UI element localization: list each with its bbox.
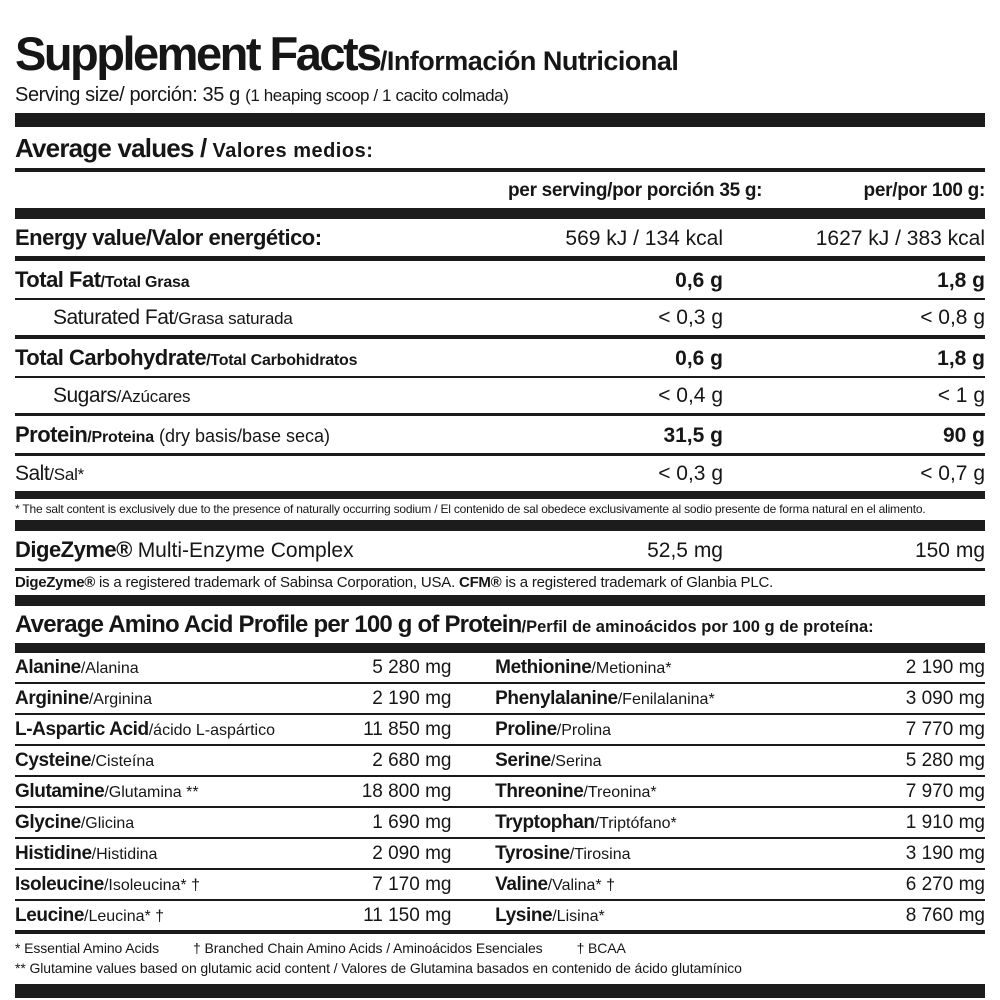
divider-bar [15,643,985,653]
protein-per-serving: 31,5 g [663,424,723,447]
nutrient-row-sugars: Sugars/Azúcares < 0,4 g < 1 g [15,378,985,416]
saturated-fat-per-serving: < 0,3 g [658,306,723,329]
footnote-line-2: ** Glutamine values based on glutamic acid content / Valores de Glutamina basados en contenido de ácido glutamínico [15,960,742,976]
digezyme-row: DigeZyme® Multi-Enzyme Complex 52,5 mg 150 mg [15,531,985,571]
average-values-heading [15,127,985,168]
nutrient-row-salt: Salt/Sal* < 0,3 g < 0,7 g [15,462,985,485]
divider-bar [15,208,985,219]
amino-footnotes [15,934,985,984]
carbohydrate-per-100g: 1,8 g [937,347,985,370]
salt-footnote: * The salt content is exclusively due to the presence of naturally occurring sodium / El contenido de sal obedece exclusivamente al sodio presente de forma natural en el alimento. [15,502,926,516]
amino-row: Arginine/Arginina 2 190 mg Phenylalanine/Fenilalanina* 3 090 mg [15,684,985,715]
divider-bar [15,113,985,127]
energy-per-serving: 569 kJ / 134 kcal [565,227,723,250]
amino-profile-heading [15,606,985,643]
amino-row: Alanine/Alanina 5 280 mg Methionine/Metionina* 2 190 mg [15,653,985,684]
sugars-per-serving: < 0,4 g [658,384,723,407]
amino-heading-es: /Perfil de aminoácidos por 100 g de proteína: [521,618,874,636]
serving-size-text: Serving size/ porción: 35 g [15,84,240,106]
col-header-per-100g: per/por 100 g: [863,180,985,201]
nutrient-row-total-fat: Total Fat/Total Grasa 0,6 g 1,8 g [15,261,985,300]
label-title [15,26,985,81]
saturated-fat-per-100g: < 0,8 g [920,306,985,329]
digezyme-per-100g: 150 mg [914,539,985,562]
amino-acid-table [15,653,985,934]
energy-per-100g: 1627 kJ / 383 kcal [815,227,985,250]
total-fat-per-100g: 1,8 g [937,269,985,292]
amino-row: Glutamine/Glutamina ** 18 800 mg Threonine/Treonina* 7 970 mg [15,777,985,808]
divider-bar [15,595,985,606]
protein-per-100g: 90 g [942,424,985,447]
amino-row: Histidine/Histidina 2 090 mg Tyrosine/Tirosina 3 190 mg [15,839,985,870]
title-spanish: /Información Nutricional [379,46,679,76]
divider-bar [15,520,985,531]
nutrient-row-total-carbohydrate: Total Carbohydrate/Total Carbohidratos 0,6 g 1,8 g [15,339,985,378]
footnote-line-1: * Essential Amino Acids † Branched Chain Amino Acids / Aminoácidos Esenciales † BCAA [15,940,626,956]
nutrient-row-energy: Energy value/Valor energético: 569 kJ / 134 kcal 1627 kJ / 383 kcal [15,219,985,261]
divider-bar [15,491,985,499]
amino-row: Isoleucine/Isoleucina* † 7 170 mg Valine/Valina* † 6 270 mg [15,870,985,901]
title-english: Supplement Facts [15,27,380,80]
nutrient-row-protein: Protein/Proteina (dry basis/base seca) 31,5 g 90 g [15,416,985,456]
amino-row: Glycine/Glicina 1 690 mg Tryptophan/Triptófano* 1 910 mg [15,808,985,839]
amino-row: Leucine/Leucina* † 11 150 mg Lysine/Lisina* 8 760 mg [15,901,985,934]
column-headers [15,172,985,208]
col-header-per-serving: per serving/por porción 35 g: [508,180,763,201]
average-values-es: Valores medios: [212,140,374,162]
serving-size [15,84,985,107]
amino-row: Cysteine/Cisteína 2 680 mg Serine/Serina 5 280 mg [15,746,985,777]
trademark-note: DigeZyme® is a registered trademark of Sabinsa Corporation, USA. CFM® is a registered trademark of Glanbia PLC. [15,574,774,591]
amino-heading-en: Average Amino Acid Profile per 100 g of Protein [15,611,522,638]
salt-per-serving: < 0,3 g [658,462,723,485]
nutrient-row-saturated-fat: Saturated Fat/Grasa saturada < 0,3 g < 0,8 g [15,300,985,339]
divider-bar [15,984,985,998]
salt-per-100g: < 0,7 g [920,462,985,485]
sugars-per-100g: < 1 g [937,384,985,407]
digezyme-per-serving: 52,5 mg [647,539,723,562]
nutrition-table [15,219,985,491]
amino-row: L-Aspartic Acid/ácido L-aspártico 11 850 mg Proline/Prolina 7 770 mg [15,715,985,746]
serving-size-note: (1 heaping scoop / 1 cacito colmada) [245,86,509,105]
supplement-facts-label [15,26,985,998]
total-fat-per-serving: 0,6 g [675,269,723,292]
average-values-en: Average values / [15,133,207,163]
carbohydrate-per-serving: 0,6 g [675,347,723,370]
